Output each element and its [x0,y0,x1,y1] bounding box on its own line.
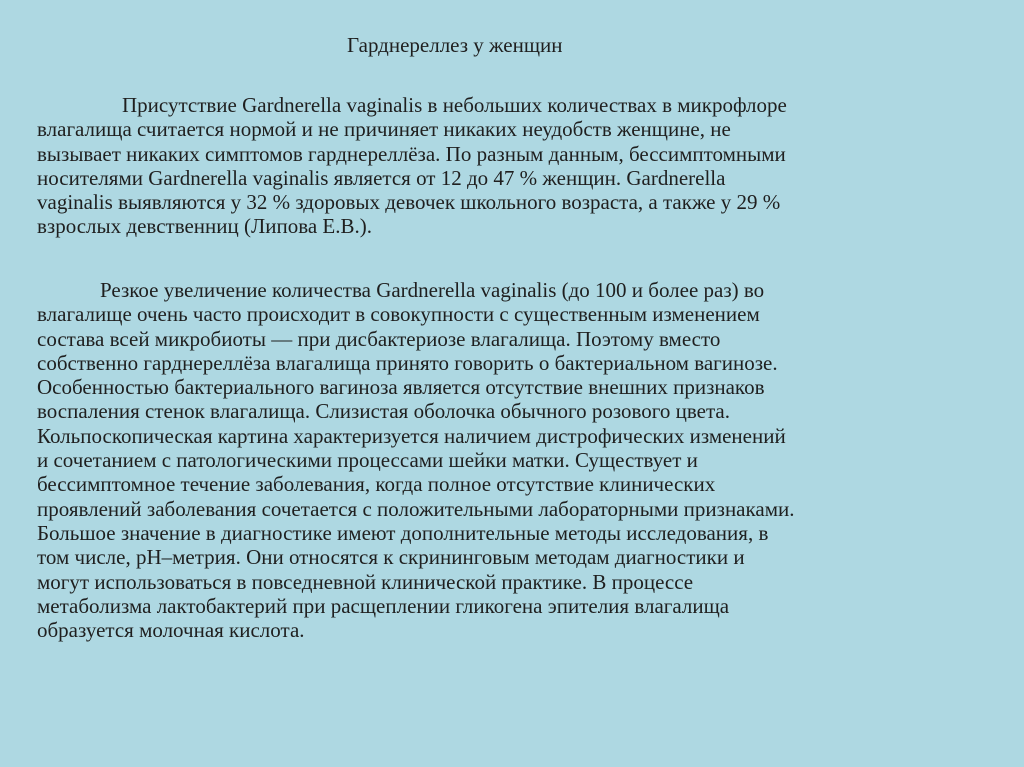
text-line: Особенностью бактериального вагиноза является отсутствие внешних признаков [37,375,765,400]
text-line: бессимптомное течение заболевания, когда полное отсутствие клинических [37,472,716,497]
text-line: вызывает никаких симптомов гарднереллёза. По разным данным, бессимптомными [37,141,786,166]
text-line: образуется молочная кислота. [37,618,305,643]
text-line: vaginalis выявляются у 32 % здоровых девочек школьного возраста, а также у 29 % [37,190,781,215]
text-line: Большое значение в диагностике имеют дополнительные методы исследования, в [37,520,769,545]
text-line: влагалище очень часто происходит в совокупности с существенным изменением [37,302,760,327]
text-line: и сочетанием с патологическими процессами шейки матки. Существует и [37,448,698,473]
text-line: Кольпоскопическая картина характеризуется наличием дистрофических изменений [37,423,786,448]
paragraph-presence [37,93,987,239]
text-line: Присутствие Gardnerella vaginalis в небольших количествах в микрофлоре [122,93,787,117]
paragraph-increase [37,278,987,642]
text-line: влагалища считается нормой и не причиняет никаких неудобств женщине, не [37,117,731,142]
text-line: собственно гарднереллёза влагалища принято говорить о бактериальном вагинозе. [37,350,778,375]
text-line: том числе, pH–метрия. Они относятся к скрининговым методам диагностики и [37,545,745,570]
text-line: могут использоваться в повседневной клинической практике. В процессе [37,569,694,594]
slide-title: Гарднереллез у женщин [347,33,563,57]
text-line: состава всей микробиоты — при дисбактериозе влагалища. Поэтому вместо [37,326,721,351]
text-line: воспаления стенок влагалища. Слизистая оболочка обычного розового цвета. [37,399,730,424]
text-line: проявлений заболевания сочетается с положительными лабораторными признаками. [37,496,795,521]
text-line: метаболизма лактобактерий при расщеплении гликогена эпителия влагалища [37,593,730,618]
text-line: взрослых девственниц (Липова Е.В.). [37,214,373,239]
text-line: носителями Gardnerella vaginalis является от 12 до 47 % женщин. Gardnerella [37,165,726,190]
text-line: Резкое увеличение количества Gardnerella vaginalis (до 100 и более раз) во [100,278,765,302]
